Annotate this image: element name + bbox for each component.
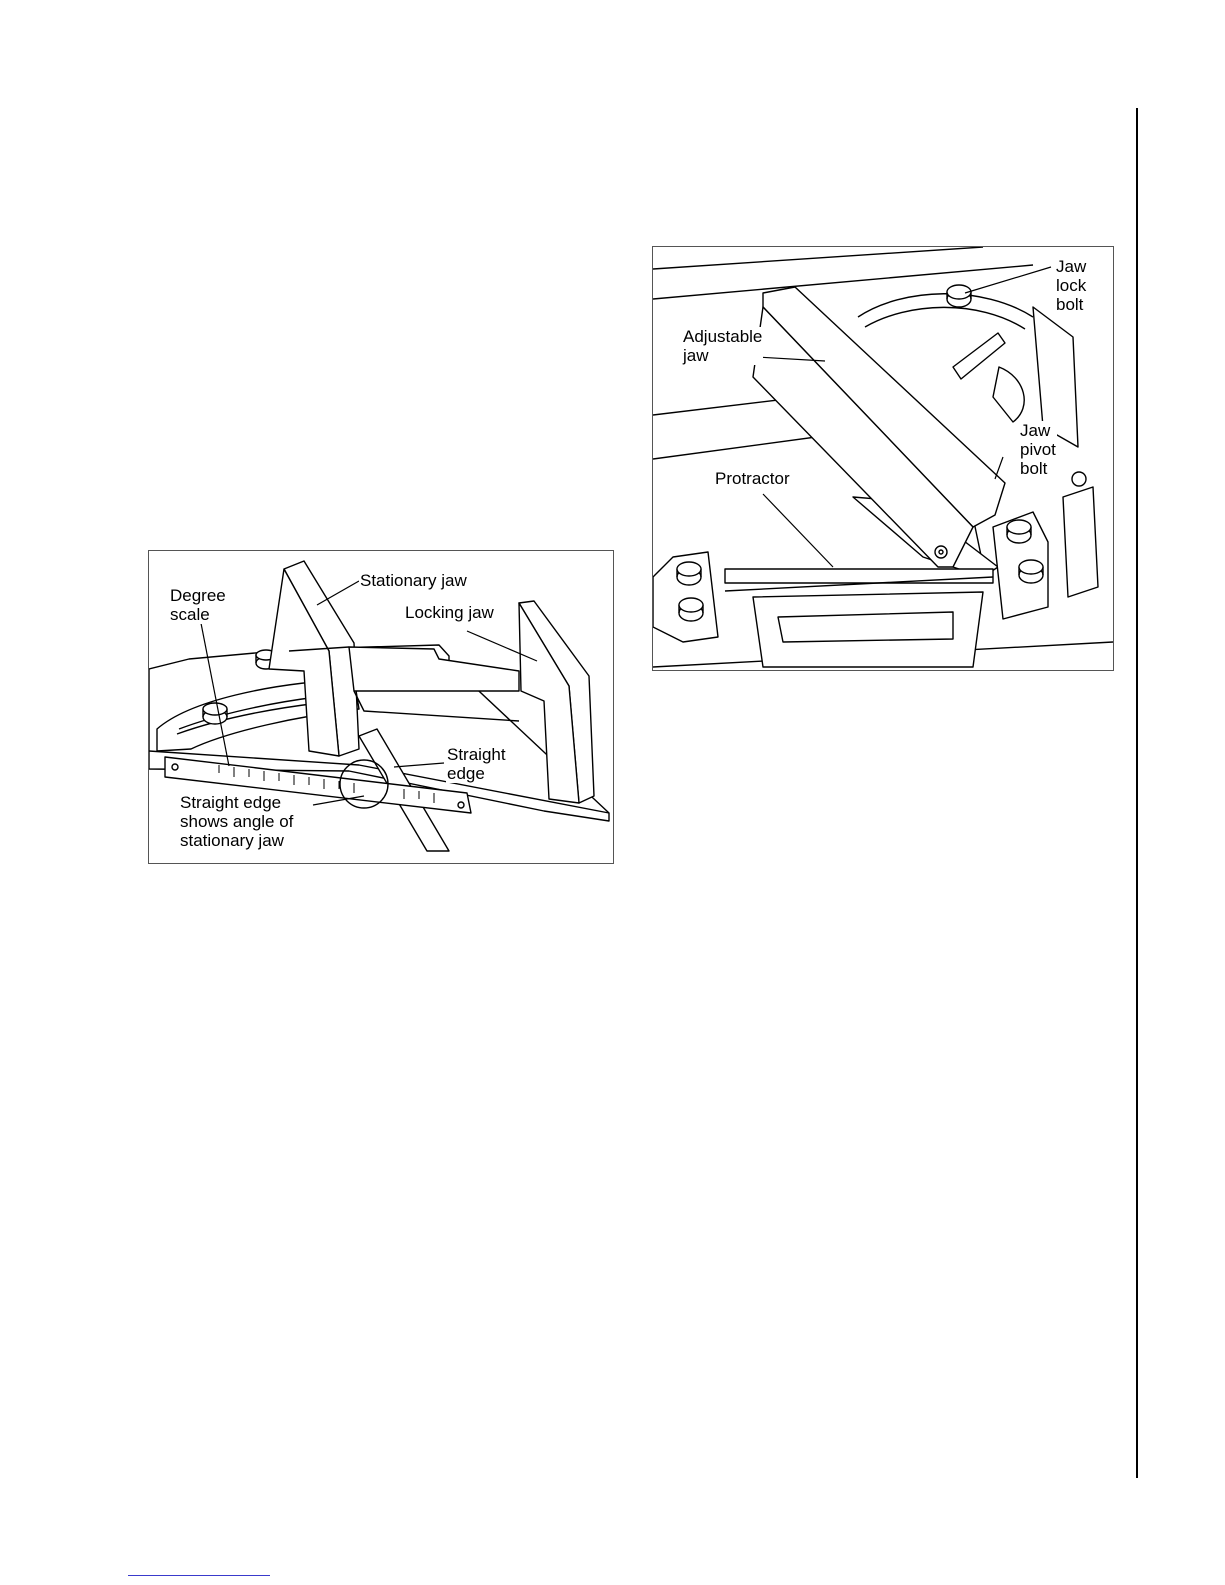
protractor-label: Protractor — [715, 469, 790, 488]
page-margin-rule — [1136, 108, 1138, 1478]
adjustable-vise-figure — [652, 246, 1114, 671]
footer-link-underline[interactable] — [128, 1575, 270, 1576]
degree-scale-label: Degree scale — [170, 586, 226, 624]
adjustable-jaw-label: Adjustable jaw — [683, 327, 763, 365]
stationary-jaw-label: Stationary jaw — [360, 571, 467, 590]
straight-edge-angle-label: Straight edge shows angle of stationary jaw — [180, 793, 294, 850]
vise-degree-scale-figure — [148, 550, 614, 864]
straight-edge-label: Straight edge — [447, 745, 506, 783]
jaw-pivot-bolt-label: Jaw pivot bolt — [1020, 421, 1056, 478]
locking-jaw-label: Locking jaw — [405, 603, 494, 622]
jaw-lock-bolt-label: Jaw lock bolt — [1056, 257, 1087, 314]
